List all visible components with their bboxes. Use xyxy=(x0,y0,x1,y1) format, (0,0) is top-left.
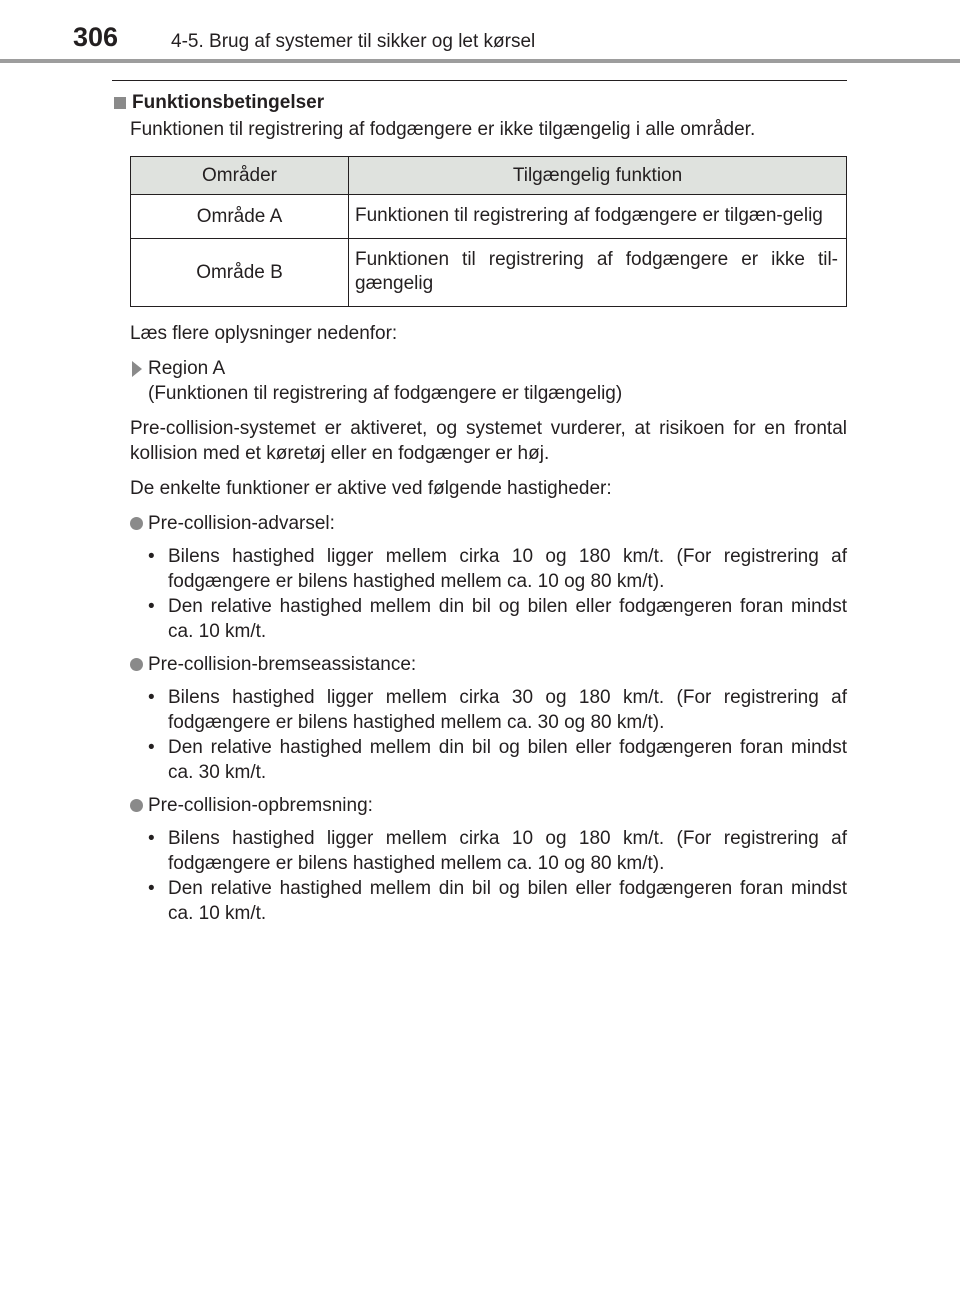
region-subtitle: (Funktionen til registrering af fodgængere er tilgængelig) xyxy=(148,383,623,404)
list-item xyxy=(148,876,847,926)
list-item-text: Bilens hastighed ligger mellem cirka 30 og 180 km/t. (For registrering af fodgængere er bilens hastighed mellem ca. 30 og 80 km/t). xyxy=(168,687,847,733)
condition-list xyxy=(112,826,847,926)
list-item-text: Den relative hastighed mellem din bil og bilen eller fodgængeren foran mindst ca. 10 km/t. xyxy=(168,596,847,642)
area-function-table xyxy=(130,156,847,307)
table-cell-function: Funktionen til registrering af fodgængere er ikke til-gængelig xyxy=(349,239,847,307)
function-group-title xyxy=(112,793,847,818)
table-row xyxy=(131,195,847,239)
condition-list xyxy=(112,544,847,644)
table-header-areas: Områder xyxy=(131,157,349,195)
square-bullet-icon xyxy=(114,97,126,109)
table-header-row xyxy=(131,157,847,195)
function-group-title xyxy=(112,652,847,677)
region-title: Region A xyxy=(148,358,226,379)
system-description: Pre-collision-systemet er aktiveret, og systemet vurderer, at risikoen for en frontal kollision med et køretøj eller en fodgænger er høj. xyxy=(130,418,847,464)
intro-text: Funktionen til registrering af fodgængere er ikke tilgængelig i alle områder. xyxy=(130,119,756,140)
page-header xyxy=(0,0,960,66)
bullet-glyph: • xyxy=(148,687,155,708)
triangle-arrow-icon xyxy=(132,361,142,377)
more-info-text: Læs flere oplysninger nedenfor: xyxy=(130,323,398,344)
function-group-title xyxy=(112,511,847,536)
page-number: 306 xyxy=(73,22,119,52)
bullet-glyph: • xyxy=(148,596,155,617)
circle-bullet-icon xyxy=(130,658,143,671)
list-item xyxy=(148,685,847,735)
table-row xyxy=(131,239,847,307)
table-cell-area: Område A xyxy=(131,195,349,239)
bullet-glyph: • xyxy=(148,828,155,849)
header-rule xyxy=(0,59,960,63)
section-heading-text: Funktionsbetingelser xyxy=(132,92,325,113)
table-header-function: Tilgængelig funktion xyxy=(349,157,847,195)
circle-bullet-icon xyxy=(130,517,143,530)
condition-list xyxy=(112,685,847,785)
list-item-text: Den relative hastighed mellem din bil og bilen eller fodgængeren foran mindst ca. 10 km/t. xyxy=(168,878,847,924)
list-item xyxy=(148,544,847,594)
list-item xyxy=(148,826,847,876)
function-group-label: Pre-collision-advarsel: xyxy=(148,513,335,534)
bullet-glyph: • xyxy=(148,878,155,899)
page-content xyxy=(112,90,847,934)
list-item-text: Den relative hastighed mellem din bil og bilen eller fodgængeren foran mindst ca. 30 km/t. xyxy=(168,737,847,783)
section-title: 4-5. Brug af systemer til sikker og let kørsel xyxy=(171,31,536,52)
table-cell-area: Område B xyxy=(131,239,349,307)
list-item xyxy=(148,735,847,785)
list-item-text: Bilens hastighed ligger mellem cirka 10 og 180 km/t. (For registrering af fodgængere er bilens hastighed mellem ca. 10 og 80 km/t). xyxy=(168,546,847,592)
circle-bullet-icon xyxy=(130,799,143,812)
table-cell-function: Funktionen til registrering af fodgængere er tilgæn-gelig xyxy=(349,195,847,239)
list-item-text: Bilens hastighed ligger mellem cirka 10 og 180 km/t. (For registrering af fodgængere er bilens hastighed mellem ca. 10 og 80 km/t). xyxy=(168,828,847,874)
function-group-label: Pre-collision-bremseassistance: xyxy=(148,654,417,675)
region-block xyxy=(112,356,847,406)
content-top-rule xyxy=(112,80,847,81)
section-heading xyxy=(112,90,847,115)
list-item xyxy=(148,594,847,644)
speed-intro: De enkelte funktioner er aktive ved følgende hastigheder: xyxy=(130,478,612,499)
function-group-label: Pre-collision-opbremsning: xyxy=(148,795,373,816)
bullet-glyph: • xyxy=(148,546,155,567)
bullet-glyph: • xyxy=(148,737,155,758)
